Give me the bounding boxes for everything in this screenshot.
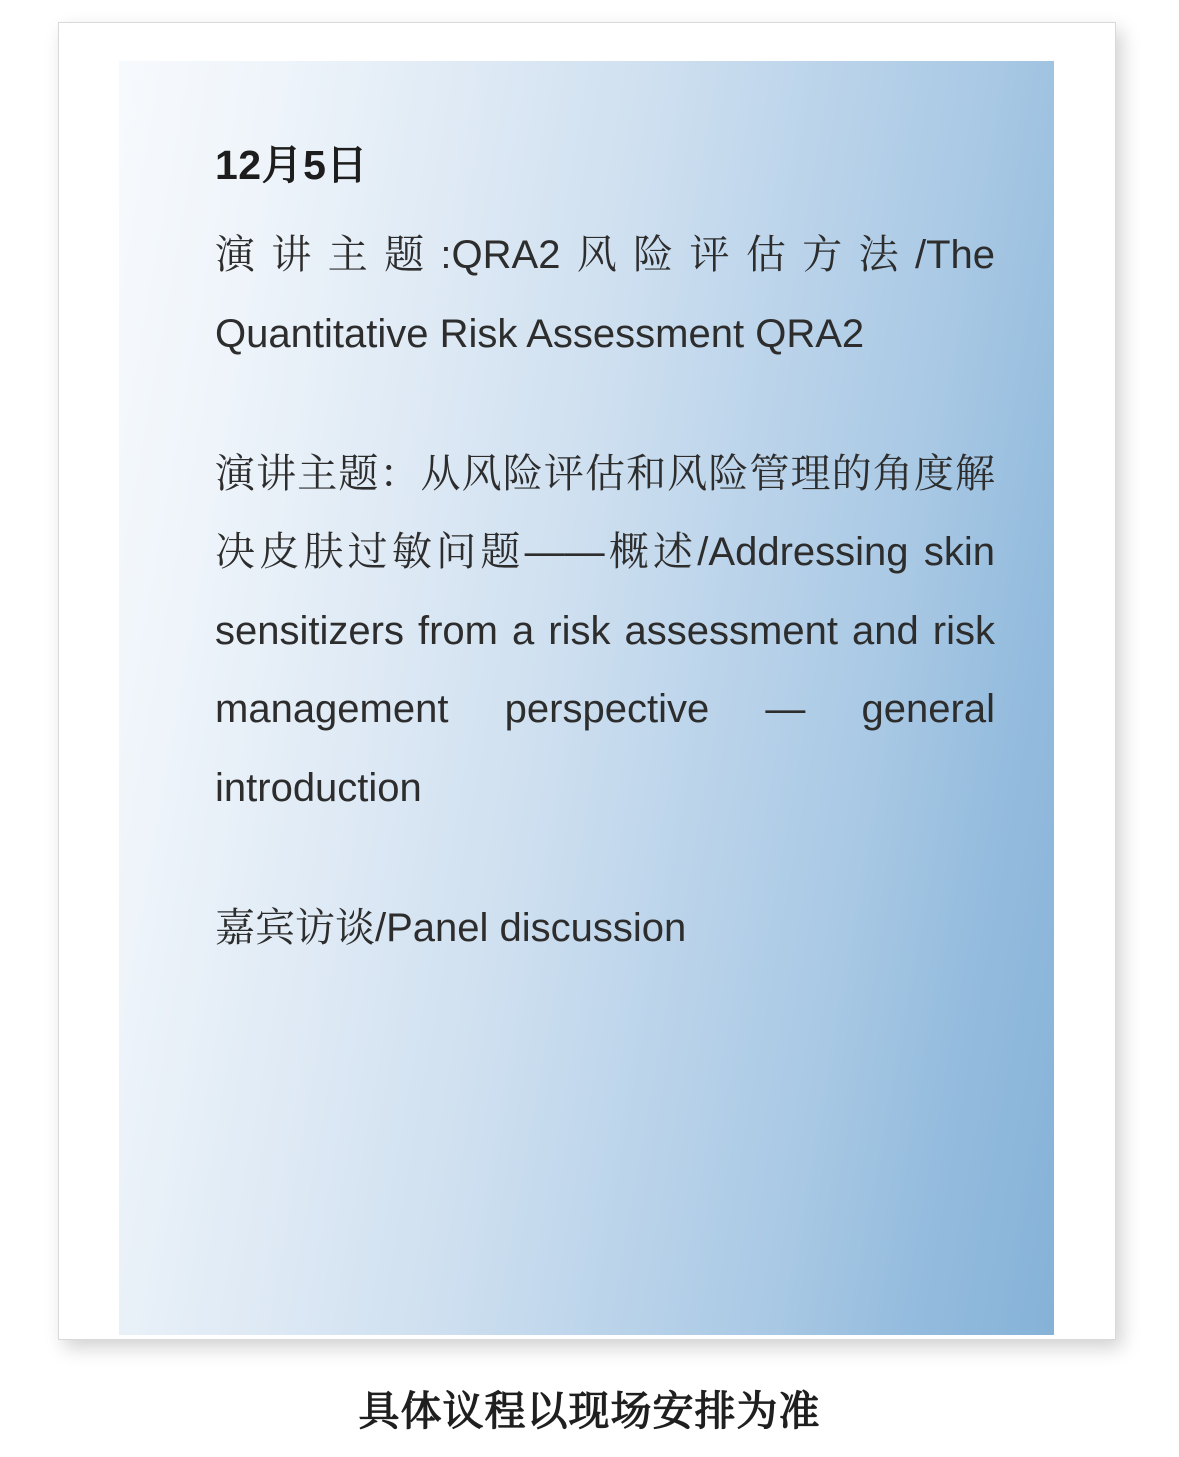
agenda-card-frame [58, 22, 1116, 1340]
agenda-session-1: 演讲主题:QRA2风险评估方法/The Quantitative Risk Assessment QRA2 [215, 233, 995, 356]
page-top-edge [0, 0, 58, 12]
agenda-gradient-panel [119, 61, 1054, 1335]
agenda-content [215, 141, 995, 967]
agenda-session-3: 嘉宾访谈/Panel discussion [215, 905, 687, 950]
agenda-session-2: 演讲主题：从风险评估和风险管理的角度解决皮肤过敏问题——概述/Addressing skin sensitizers from a risk assessment and risk management perspective — general introduction [215, 451, 995, 810]
agenda-footer-note: 具体议程以现场安排为准 [358, 1388, 821, 1434]
agenda-date-heading: 12月5日 [215, 142, 368, 188]
